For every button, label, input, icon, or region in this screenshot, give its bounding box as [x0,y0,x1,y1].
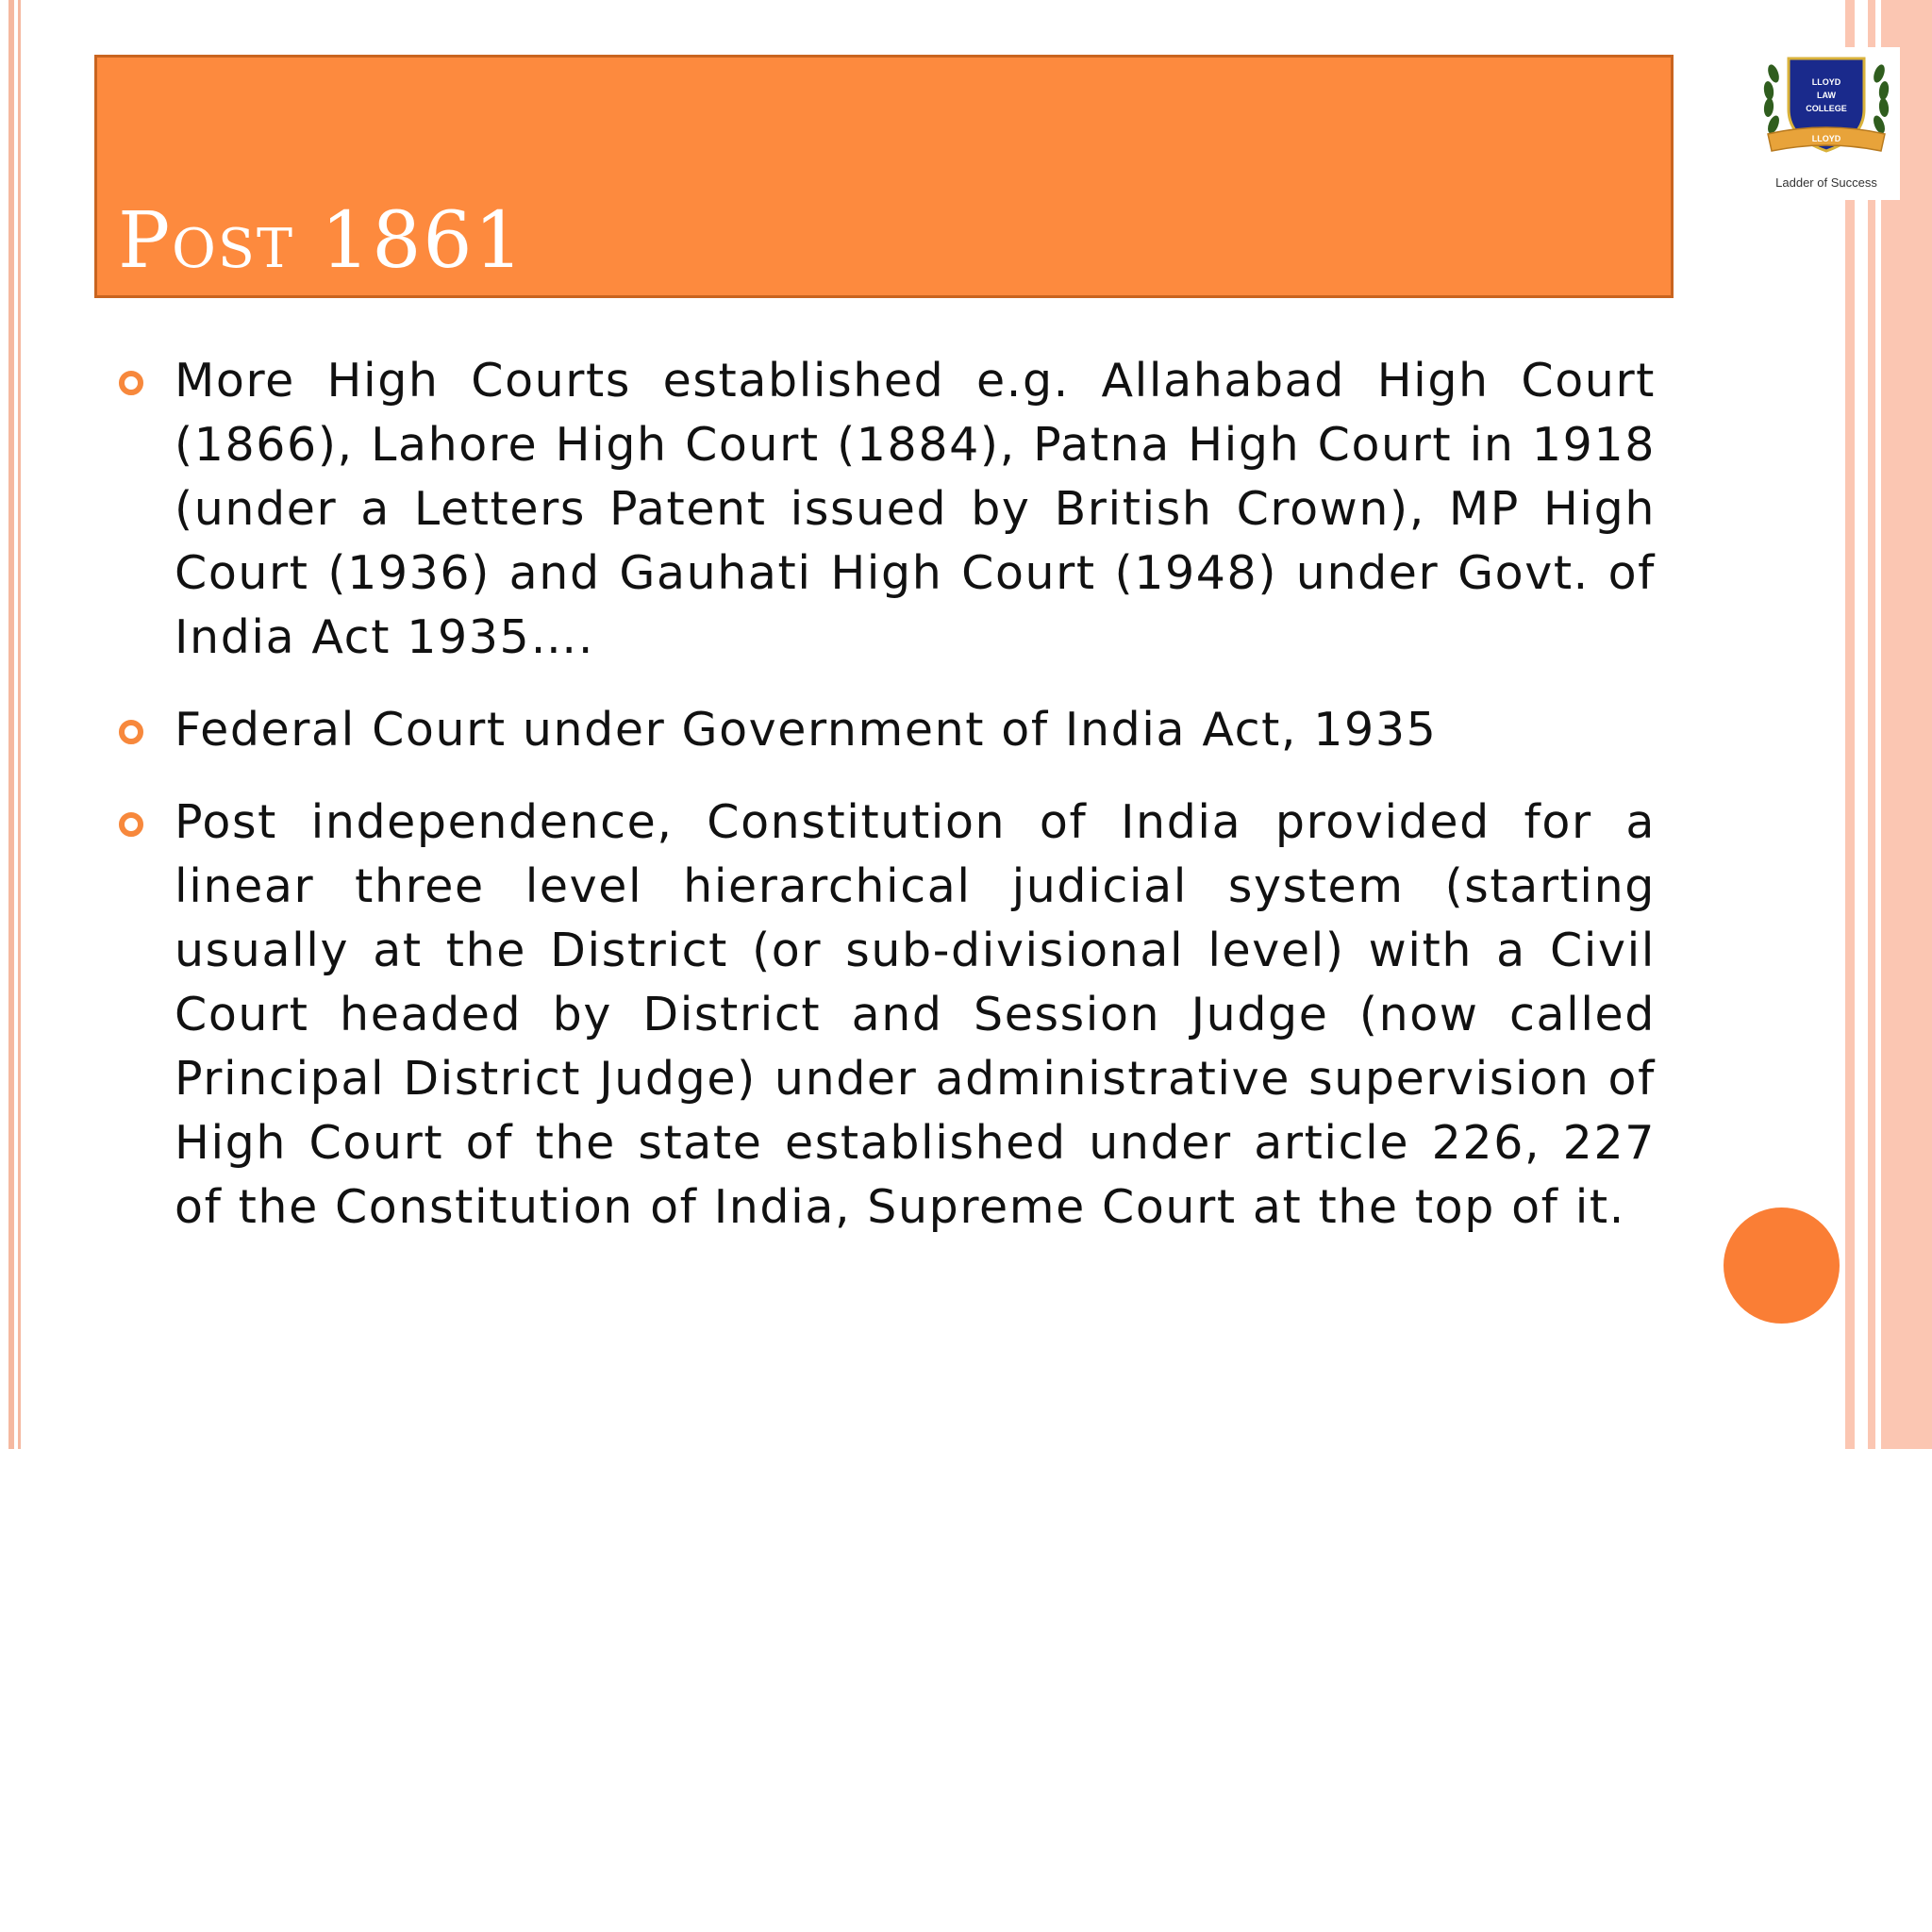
right-decorative-stripe [1868,0,1875,1449]
bullet-item [175,791,1656,1240]
bullet-item [175,349,1656,670]
svg-text:COLLEGE: COLLEGE [1806,104,1847,113]
left-decorative-stripe [8,0,14,1449]
svg-text:LAW: LAW [1817,91,1836,100]
college-logo [1753,47,1900,200]
bullet-circle-icon [119,371,143,395]
bullet-text: Post independence, Constitution of India provided for a linear three level hierarchical judicial system (starting usually at the District (or sub-divisional level) with a Civil Court headed by District and Session Judge (now called Principal District Judge) under administrative supervision of High Court of the state established under article 226, 227 of the Constitution of India, Supreme Court at the top of it. [175,795,1656,1234]
svg-text:LLOYD: LLOYD [1811,134,1841,143]
left-decorative-stripe-thin [18,0,21,1449]
bullet-circle-icon [119,720,143,744]
logo-caption: Ladder of Success [1775,175,1877,190]
decorative-circle [1724,1208,1840,1324]
right-decorative-stripe-wide [1881,0,1932,1449]
college-crest-icon [1753,47,1900,175]
right-decorative-stripe [1845,0,1855,1449]
slide-title: Post 1861 [118,196,525,286]
bullet-circle-icon [119,812,143,837]
bullet-text: Federal Court under Government of India Act, 1935 [175,703,1438,757]
bullet-item [175,698,1656,762]
title-banner [94,55,1674,298]
svg-text:LLOYD: LLOYD [1811,77,1841,87]
bullet-list [175,349,1656,1268]
bullet-text: More High Courts established e.g. Allahabad High Court (1866), Lahore High Court (1884), Patna High Court in 1918 (under a Letters Patent issued by British Crown), MP High Court (1936) and Gauhati High Court (1948) under Govt. of India Act 1935…. [175,354,1656,664]
